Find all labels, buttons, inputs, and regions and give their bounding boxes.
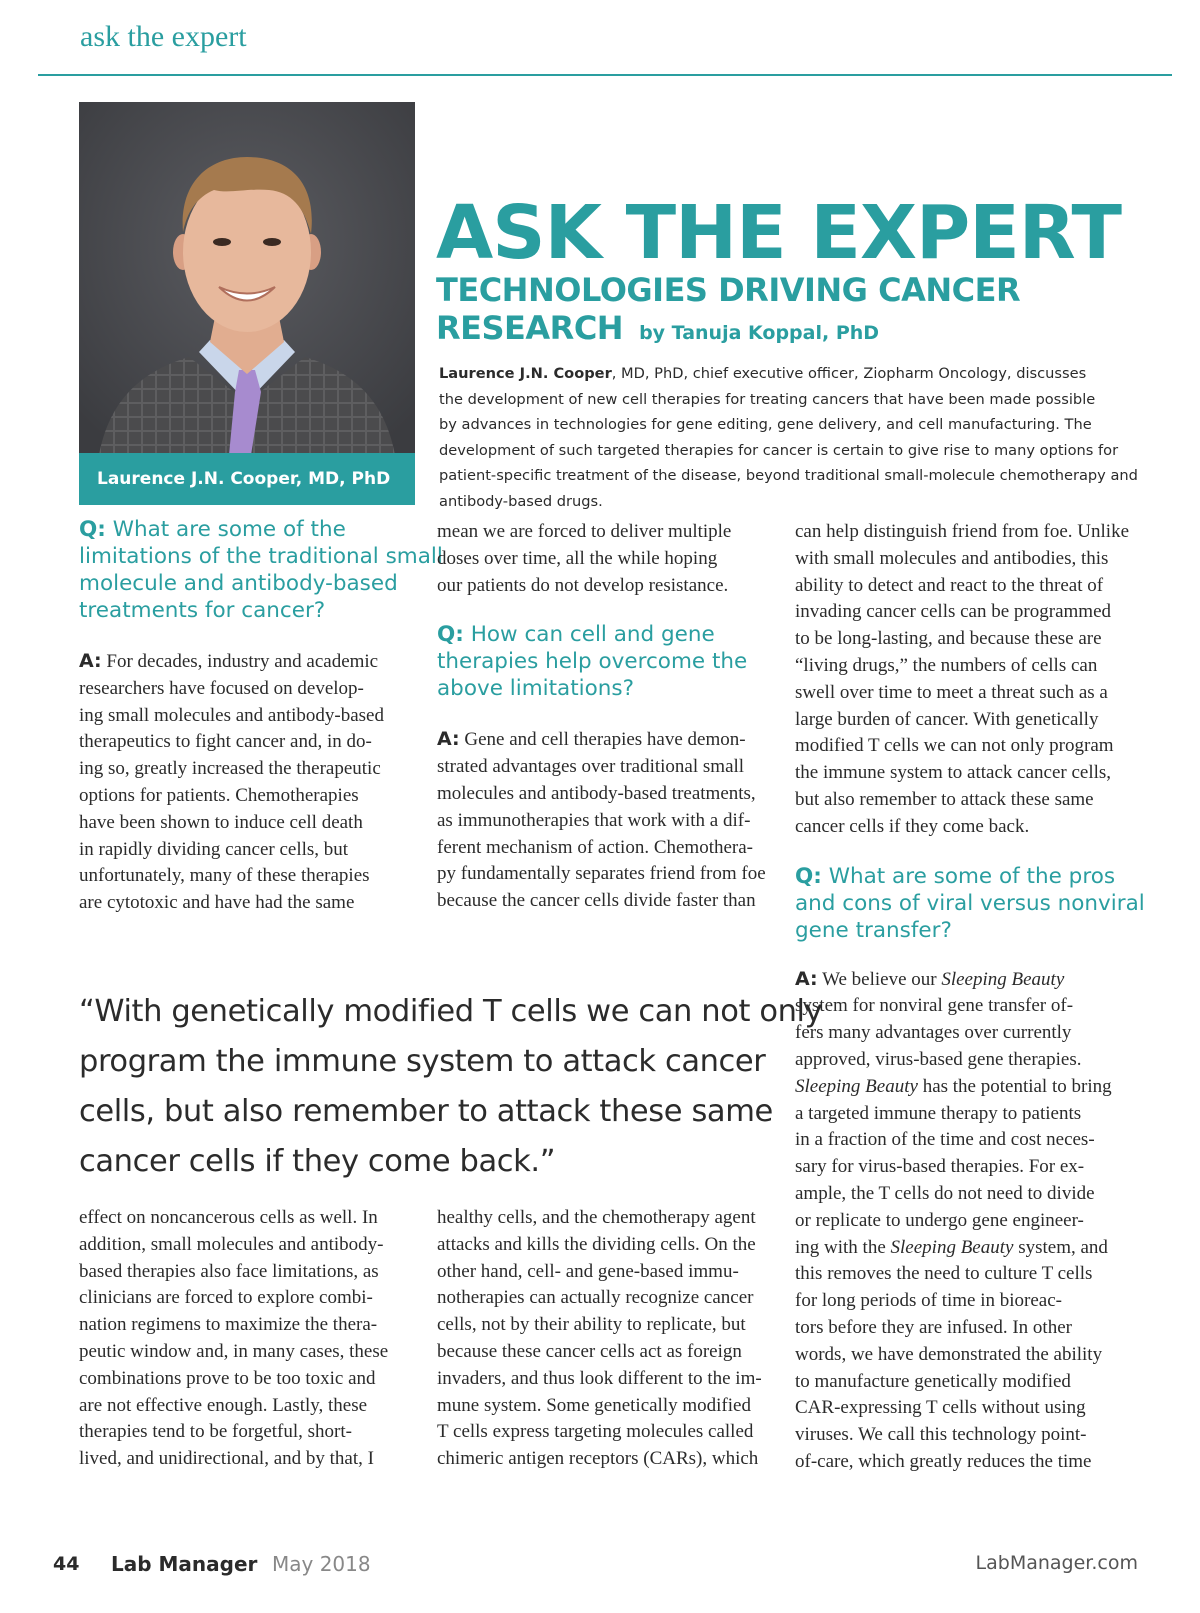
answer-line: ing with the	[795, 1236, 891, 1258]
answer-line: of-care, which greatly reduces the time	[795, 1450, 1092, 1472]
answer-line: this removes the need to culture T cells	[795, 1263, 1093, 1285]
answer-3	[795, 966, 1140, 1476]
body-line: modified T cells we can not only program	[795, 735, 1114, 757]
column-1-top	[79, 516, 443, 917]
intro-paragraph	[439, 361, 1139, 514]
subtitle-line-1: TECHNOLOGIES DRIVING CANCER	[436, 271, 1021, 309]
pull-quote-line: cancer cells if they come back.”	[79, 1144, 556, 1179]
portrait-illustration	[79, 102, 415, 455]
website: LabManager.com	[975, 1552, 1138, 1574]
answer-line: to manufacture genetically modified	[795, 1370, 1071, 1392]
column-2-bottom	[437, 1205, 773, 1473]
body-line: swell over time to meet a threat such as a	[795, 681, 1108, 703]
answer-line: are cytotoxic and have had the same	[79, 892, 355, 914]
question-line: What are some of the	[105, 517, 346, 542]
pull-quote-line: cells, but also remember to attack these same	[79, 1094, 773, 1129]
pull-quote-line: program the immune system to attack cancer	[79, 1044, 766, 1079]
pull-quote-line: “With genetically modified T cells we can not only	[79, 994, 823, 1029]
answer-line: sary for virus-based therapies. For ex-	[795, 1156, 1085, 1178]
question-line: What are some of the pros	[821, 863, 1116, 889]
q-label: Q:	[79, 517, 106, 542]
answer-line: ample, the T cells do not need to divide	[795, 1182, 1095, 1204]
question-3	[795, 863, 1145, 944]
body-line: our patients do not develop resistance.	[437, 574, 729, 596]
body-line: clinicians are forced to explore combi-	[79, 1287, 373, 1309]
question-1	[79, 516, 443, 624]
body-line: lived, and unidirectional, and by that, I	[79, 1448, 374, 1470]
pull-quote	[79, 987, 823, 1187]
continued-text	[437, 519, 773, 599]
body-line: cells, not by their ability to replicate, but	[437, 1314, 746, 1336]
q-label: Q:	[437, 622, 464, 648]
answer-line: We believe our	[817, 968, 942, 990]
intro-name: Laurence J.N. Cooper	[439, 365, 612, 382]
question-2	[437, 621, 773, 702]
body-line: are not effective enough. Lastly, these	[79, 1394, 368, 1416]
answer-line: therapeutics to fight cancer and, in do-	[79, 731, 372, 753]
body-line: nation regimens to maximize the thera-	[79, 1314, 378, 1336]
body-line: ability to detect and react to the threat of	[795, 574, 1104, 596]
answer-line: a targeted immune therapy to patients	[795, 1102, 1082, 1124]
answer-line: fers many advantages over currently	[795, 1022, 1072, 1044]
body-line: with small molecules and antibodies, this	[795, 547, 1109, 569]
answer-line: ing small molecules and antibody-based	[79, 704, 384, 726]
body-line: notherapies can actually recognize cancer	[437, 1287, 754, 1309]
running-head: ask the expert	[80, 20, 247, 53]
intro-line: development of such targeted therapies for cancer is certain to give rise to many options for	[439, 441, 1119, 459]
answer-line: or replicate to undergo gene engineer-	[795, 1209, 1084, 1231]
subtitle-line-2	[436, 309, 880, 347]
answer-line: molecules and antibody-based treatments,	[437, 782, 756, 804]
emphasis: Sleeping Beauty	[941, 968, 1065, 990]
question-line: limitations of the traditional small	[79, 544, 443, 569]
body-line: effect on noncancerous cells as well. In	[79, 1207, 378, 1228]
emphasis: Sleeping Beauty	[795, 1075, 918, 1097]
question-line: molecule and antibody-based	[79, 571, 398, 596]
answer-line: have been shown to induce cell death	[79, 811, 363, 833]
question-line: and cons of viral versus nonviral	[795, 890, 1145, 916]
byline: by Tanuja Koppal, PhD	[639, 322, 880, 344]
header-rule	[38, 74, 1172, 76]
intro-line: the development of new cell therapies for treating cancers that have been made possible	[439, 390, 1096, 408]
portrait-photo	[79, 102, 415, 505]
answer-line: strated advantages over traditional small	[437, 756, 745, 778]
intro-line: antibody-based drugs.	[439, 492, 603, 510]
answer-line: words, we have demonstrated the ability	[795, 1343, 1103, 1365]
body-line: mean we are forced to deliver multiple	[437, 521, 732, 542]
answer-1	[79, 648, 415, 917]
column-3	[795, 519, 1145, 1476]
answer-line: CAR-expressing T cells without using	[795, 1397, 1086, 1419]
body-line: large burden of cancer. With genetically	[795, 708, 1099, 730]
body-line: mune system. Some genetically modified	[437, 1394, 751, 1416]
subtitle-line-2-text: RESEARCH	[436, 309, 624, 347]
continued-text	[795, 519, 1140, 841]
page-title: ASK THE EXPERT	[436, 190, 1121, 276]
photo-caption: Laurence J.N. Cooper, MD, PhD	[79, 453, 415, 505]
body-line: invaders, and thus look different to the im-	[437, 1367, 762, 1389]
body-line: cancer cells if they come back.	[795, 815, 1030, 837]
answer-line: viruses. We call this technology point-	[795, 1424, 1087, 1446]
answer-line: as immunotherapies that work with a dif-	[437, 809, 751, 831]
body-line: peutic window and, in many cases, these	[79, 1340, 389, 1362]
question-line: above limitations?	[437, 676, 635, 702]
answer-line: ferent mechanism of action. Chemothera-	[437, 836, 754, 858]
q-label: Q:	[795, 863, 822, 889]
question-line: gene transfer?	[795, 917, 952, 943]
answer-line: because the cancer cells divide faster than	[437, 890, 756, 912]
answer-line: for long periods of time in bioreac-	[795, 1290, 1062, 1312]
answer-2	[437, 726, 773, 915]
issue-date: May 2018	[272, 1552, 371, 1576]
answer-line: system, and	[1013, 1236, 1108, 1258]
column-1-bottom	[79, 1205, 415, 1473]
body-line: other hand, cell- and gene-based immu-	[437, 1260, 739, 1282]
question-line: therapies help overcome the	[437, 649, 748, 675]
page-number: 44	[53, 1553, 80, 1575]
body-line: can help distinguish friend from foe. Unlike	[795, 521, 1130, 542]
body-line: based therapies also face limitations, as	[79, 1260, 379, 1282]
body-line: healthy cells, and the chemotherapy agent	[437, 1207, 756, 1228]
answer-line: py fundamentally separates friend from foe	[437, 863, 766, 885]
magazine-name: Lab Manager	[111, 1552, 258, 1576]
answer-line: researchers have focused on develop-	[79, 677, 364, 699]
body-line: T cells express targeting molecules called	[437, 1421, 754, 1443]
intro-line: patient-specific treatment of the disease, beyond traditional small-molecule chemotherapy and	[439, 467, 1138, 484]
answer-line: tors before they are infused. In other	[795, 1316, 1072, 1338]
body-line: but also remember to attack these same	[795, 788, 1094, 810]
answer-line: Gene and cell therapies have demon-	[459, 729, 746, 751]
body-line: attacks and kills the dividing cells. On the	[437, 1233, 756, 1255]
intro-line: , MD, PhD, chief executive officer, Ziopharm Oncology, discusses	[611, 365, 1087, 382]
answer-line: unfortunately, many of these therapies	[79, 865, 370, 887]
a-label: A:	[437, 728, 460, 751]
answer-line: system for nonviral gene transfer of-	[795, 995, 1074, 1017]
body-line: combinations prove to be too toxic and	[79, 1367, 376, 1389]
answer-line: ing so, greatly increased the therapeutic	[79, 758, 381, 780]
answer-line: For decades, industry and academic	[101, 651, 379, 672]
intro-line: by advances in technologies for gene editing, gene delivery, and cell manufacturing. The	[439, 416, 1092, 433]
body-line: the immune system to attack cancer cells,	[795, 762, 1112, 784]
body-line: to be long-lasting, and because these are	[795, 628, 1102, 650]
question-line: treatments for cancer?	[79, 598, 326, 623]
a-label: A:	[795, 967, 818, 990]
body-line: doses over time, all the while hoping	[437, 547, 718, 569]
body-line: addition, small molecules and antibody-	[79, 1233, 384, 1255]
emphasis: Sleeping Beauty	[890, 1236, 1014, 1258]
answer-line: approved, virus-based gene therapies.	[795, 1048, 1082, 1070]
body-line: “living drugs,” the numbers of cells can	[795, 654, 1098, 676]
answer-line: has the potential to bring	[917, 1075, 1112, 1097]
answer-line: in a fraction of the time and cost neces-	[795, 1129, 1095, 1151]
body-line: chimeric antigen receptors (CARs), which	[437, 1448, 759, 1470]
answer-line: in rapidly dividing cancer cells, but	[79, 838, 349, 860]
body-line: therapies tend to be forgetful, short-	[79, 1421, 352, 1443]
a-label: A:	[79, 650, 102, 672]
column-2-top	[437, 519, 773, 915]
body-line: invading cancer cells can be programmed	[795, 601, 1111, 623]
question-line: How can cell and gene	[463, 622, 715, 648]
body-line: because these cancer cells act as foreign	[437, 1340, 742, 1362]
answer-line: options for patients. Chemotherapies	[79, 784, 359, 806]
